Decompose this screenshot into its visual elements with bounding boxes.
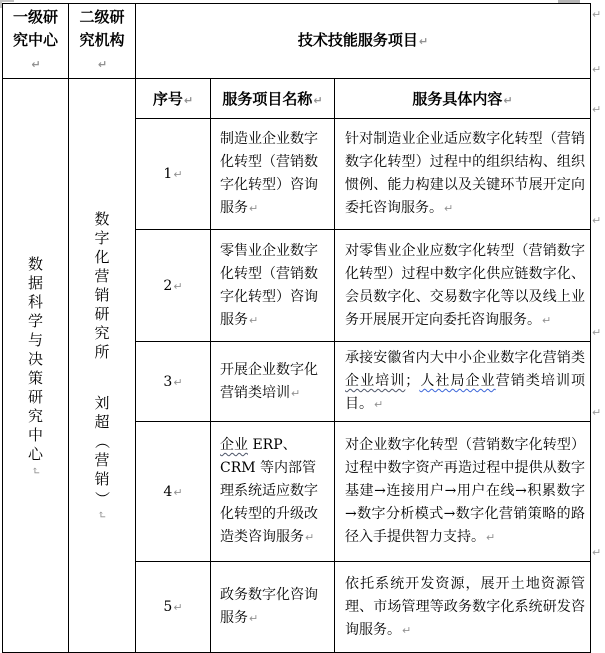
vertical-text-center: 数 据 科 学 与 决 策 研 究 中 心 ↵ (27, 254, 43, 475)
subheader-index[interactable] (136, 79, 211, 119)
row1-project-name-cell[interactable] (211, 119, 335, 230)
paragraph-mark: ↵ (374, 398, 384, 411)
paragraph-mark: ↵ (291, 386, 301, 400)
project-name: ERP、CRM 等内部管理系统适应数字化转型的升级改造类咨询服务 (220, 437, 318, 545)
row4-project-name-cell[interactable] (211, 422, 335, 562)
row1-index-cell[interactable] (136, 119, 211, 230)
header-text: 技术技能服务项目 (297, 31, 418, 49)
paragraph-mark: ↵ (173, 601, 183, 614)
service-content: 营销类培训项目。 (345, 373, 586, 412)
paragraph-mark: ↵ (31, 58, 41, 71)
merged-cell-institute[interactable] (69, 79, 136, 653)
paragraph-mark: ↵ (249, 612, 259, 625)
grammar-flagged-text: 企业 (220, 437, 248, 453)
end-of-row-mark: ↵ (592, 406, 602, 419)
project-name: 零售业企业数字化转型（营销数字化转型）咨询服务 (220, 242, 318, 328)
subheader-text: 服务项目名称 (222, 90, 313, 108)
subheader-text: 序号 (152, 90, 183, 108)
paragraph-mark: ↵ (249, 313, 259, 327)
header-text: 一级研究中心 (12, 8, 58, 49)
subheader-service-content[interactable] (335, 79, 591, 119)
header-service-projects-title[interactable] (136, 4, 591, 79)
end-of-row-mark: ↵ (592, 103, 602, 116)
row-number: 5 (163, 599, 173, 615)
service-content: 对企业数字化转型（营销数字化转型）过程中数字资产再造过程中提供从数字基建→连接用户→用户在线→积累数字→数字分析模式→数字化营销策略的路径入手提供智力支持。 (345, 437, 586, 545)
service-content: 针对制造业企业适应数字化转型（营销数字化转型）过程中的组织结构、组织惯例、能力构建以及关键环节展开定向委托咨询服务。 (345, 131, 586, 216)
paragraph-mark: ↵ (173, 279, 183, 293)
paragraph-mark: ↵ (249, 202, 259, 215)
paragraph-mark: ↵ (173, 168, 183, 181)
row3-index-cell[interactable] (136, 342, 211, 422)
row-number: 3 (163, 373, 173, 390)
row2-service-content-cell[interactable] (335, 230, 591, 342)
paragraph-mark: ↵ (313, 94, 323, 107)
service-content: ； (405, 373, 420, 389)
subheader-text: 服务具体内容 (412, 90, 503, 108)
row3-service-content-cell[interactable] (335, 342, 591, 422)
paragraph-mark: ↵ (486, 531, 496, 544)
paragraph-mark: ↵ (305, 531, 315, 544)
row-number: 4 (163, 483, 173, 500)
end-of-row-mark: ↵ (592, 214, 602, 227)
end-of-row-mark: ↵ (592, 546, 602, 559)
paragraph-mark: ↵ (444, 202, 454, 215)
service-content: 对零售业企业应数字化转型（营销数字化转型）过程中数字化供应链数字化、会员数字化、交易数字化等以及线上业务开展展开定向委托咨询服务。 (345, 242, 586, 328)
row2-project-name-cell[interactable] (211, 230, 335, 342)
merged-cell-research-center[interactable] (3, 79, 69, 653)
grammar-flagged-text: 企业培训 (345, 373, 406, 389)
header-level1-research-center[interactable] (3, 4, 69, 79)
end-of-row-mark: ↵ (592, 63, 602, 76)
service-content: 承接安徽省内大中小企业数字化营销类 (345, 350, 586, 366)
row4-index-cell[interactable] (136, 422, 211, 562)
paragraph-mark: ↵ (183, 94, 194, 107)
vertical-text-institute: 数 字 化 营 销 研 究 所 刘 超 （ 营 销 ） ↵ (93, 210, 112, 520)
header-text: 二级研究机构 (79, 8, 125, 49)
row2-index-cell[interactable] (136, 230, 211, 342)
project-name: 制造业企业数字化转型（营销数字化转型）咨询服务 (220, 131, 318, 216)
paragraph-mark: ↵ (402, 623, 412, 637)
project-name: 开展企业数字化营销类培训 (220, 361, 318, 401)
service-content: 依托系统开发资源，展开土地资源管理、市场管理等政务数字化系统研发咨询服务。 (345, 575, 586, 638)
paragraph-mark: ↵ (173, 375, 183, 389)
paragraph-mark: ↵ (503, 94, 513, 107)
row1-service-content-cell[interactable] (335, 119, 591, 230)
paragraph-mark: ↵ (418, 35, 429, 48)
grammar-flagged-text: 人社局企业 (419, 373, 496, 389)
service-projects-table (2, 3, 591, 653)
paragraph-mark: ↵ (173, 485, 183, 499)
row4-service-content-cell[interactable] (335, 422, 591, 562)
row3-project-name-cell[interactable] (211, 342, 335, 422)
paragraph-mark: ↵ (542, 313, 552, 327)
paragraph-mark: ↵ (97, 58, 108, 71)
row-number: 1 (163, 166, 173, 182)
row-number: 2 (163, 277, 173, 294)
header-level2-research-org[interactable] (69, 4, 136, 79)
project-name: 政务数字化咨询服务 (220, 587, 318, 626)
end-of-row-mark: ↵ (592, 326, 602, 339)
end-of-row-mark: ↵ (592, 8, 602, 21)
subheader-project-name[interactable] (211, 79, 335, 119)
